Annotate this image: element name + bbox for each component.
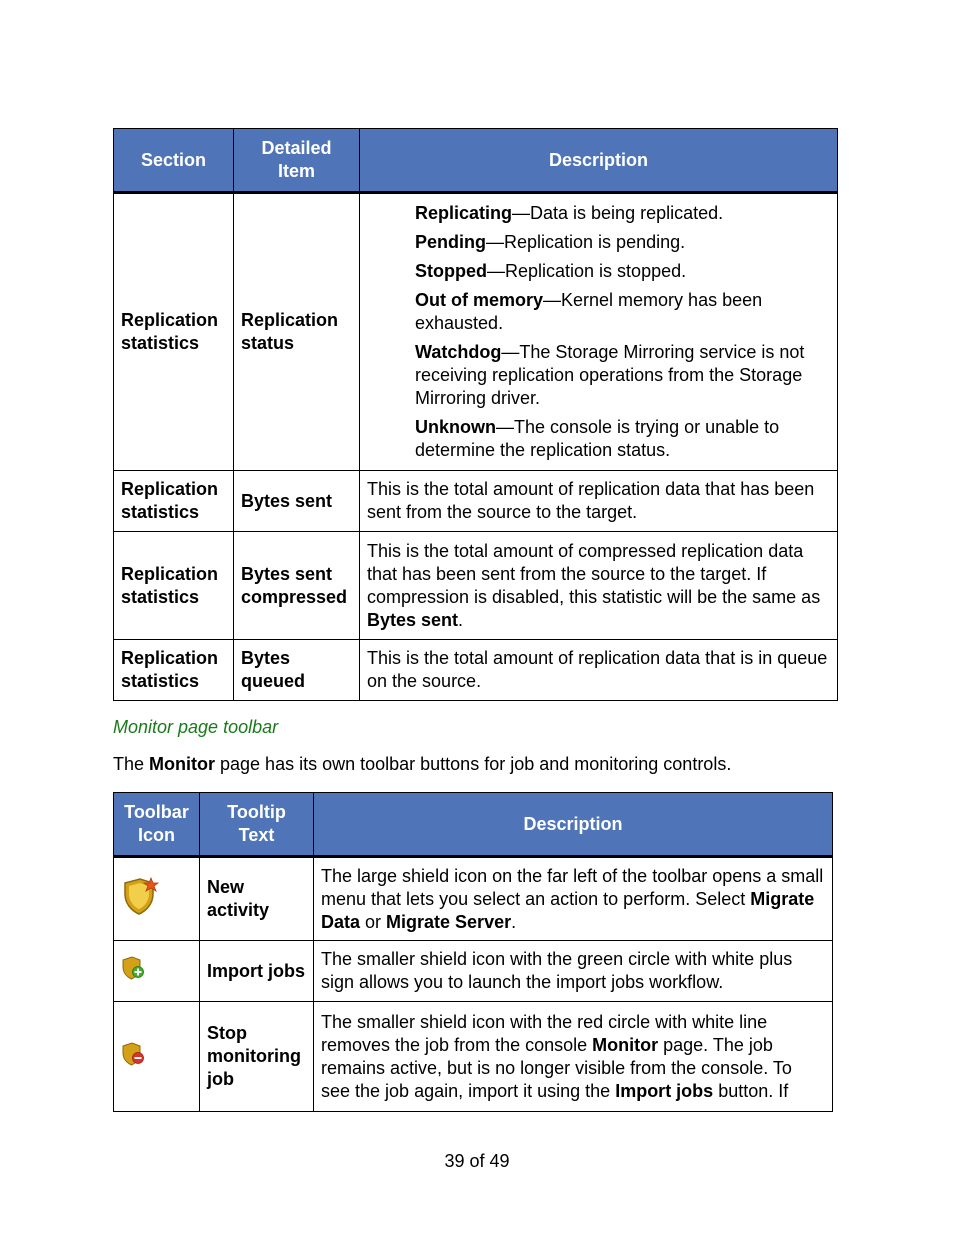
- shield-green-plus-icon: [120, 955, 146, 981]
- row-description: [360, 193, 838, 471]
- header-toolbar-icon: Toolbar Icon: [114, 793, 200, 857]
- monitor-toolbar-table: [113, 792, 833, 1112]
- table-row: [114, 857, 833, 941]
- page-number: 39 of 49: [444, 1151, 510, 1171]
- intro-paragraph: The Monitor page has its own toolbar buttons for job and monitoring controls.: [113, 754, 732, 774]
- tooltip-import-jobs: Import jobs: [200, 941, 314, 1002]
- header-section: Section: [114, 129, 234, 193]
- status-out-of-memory: Out of memory—Kernel memory has been exhausted.: [415, 290, 763, 333]
- header-description: Description: [360, 129, 838, 193]
- replication-statistics-table: [113, 128, 838, 701]
- tooltip-new-activity: New activity: [200, 857, 314, 941]
- table-row: [114, 640, 838, 701]
- row-section: Replication statistics: [114, 532, 234, 640]
- header-description: Description: [314, 793, 833, 857]
- tooltip-stop-monitoring-job: Stop monitoring job: [200, 1002, 314, 1112]
- table-row: [114, 193, 838, 471]
- status-unknown: Unknown—The console is trying or unable to determine the replication status.: [415, 417, 780, 460]
- icon-cell: [114, 941, 200, 1002]
- shield-red-line-icon: [120, 1041, 146, 1067]
- large-shield-star-icon: [120, 876, 160, 916]
- table-row: [114, 471, 838, 532]
- row-section: Replication statistics: [114, 640, 234, 701]
- row-section: Replication statistics: [114, 193, 234, 471]
- header-detailed-item: Detailed Item: [234, 129, 360, 193]
- section-heading: Monitor page toolbar: [113, 717, 279, 737]
- row-description: This is the total amount of replication data that has been sent from the source to the target.: [360, 471, 838, 532]
- row-item: Bytes sent: [234, 471, 360, 532]
- row-description: This is the total amount of compressed replication data that has been sent from the source to the target. If compression is disabled, this statistic will be the same as Bytes sent.: [360, 532, 838, 640]
- row-item: Bytes queued: [234, 640, 360, 701]
- row-description: This is the total amount of replication data that is in queue on the source.: [360, 640, 838, 701]
- table-header-row: [114, 793, 833, 857]
- status-replicating: Replicating—Data is being replicated.: [415, 203, 724, 223]
- icon-cell: [114, 857, 200, 941]
- icon-cell: [114, 1002, 200, 1112]
- table-row: [114, 532, 838, 640]
- table-row: [114, 941, 833, 1002]
- row-description: The smaller shield icon with the green circle with white plus sign allows you to launch the import jobs workflow.: [314, 941, 833, 1002]
- status-pending: Pending—Replication is pending.: [415, 232, 686, 252]
- row-item: Bytes sent compressed: [234, 532, 360, 640]
- status-watchdog: Watchdog—The Storage Mirroring service is not receiving replication operations from the Storage Mirroring driver.: [415, 342, 805, 408]
- row-item: Replication status: [234, 193, 360, 471]
- table-header-row: [114, 129, 838, 193]
- header-tooltip-text: Tooltip Text: [200, 793, 314, 857]
- row-description: The large shield icon on the far left of the toolbar opens a small menu that lets you select an action to perform. Select Migrate Data or Migrate Server.: [314, 857, 833, 941]
- row-section: Replication statistics: [114, 471, 234, 532]
- status-stopped: Stopped—Replication is stopped.: [415, 261, 687, 281]
- row-description: The smaller shield icon with the red circle with white line removes the job from the console Monitor page. The job remains active, but is no longer visible from the console. To see the job again, import it using the Import jobs button. If: [314, 1002, 833, 1112]
- table-row: [114, 1002, 833, 1112]
